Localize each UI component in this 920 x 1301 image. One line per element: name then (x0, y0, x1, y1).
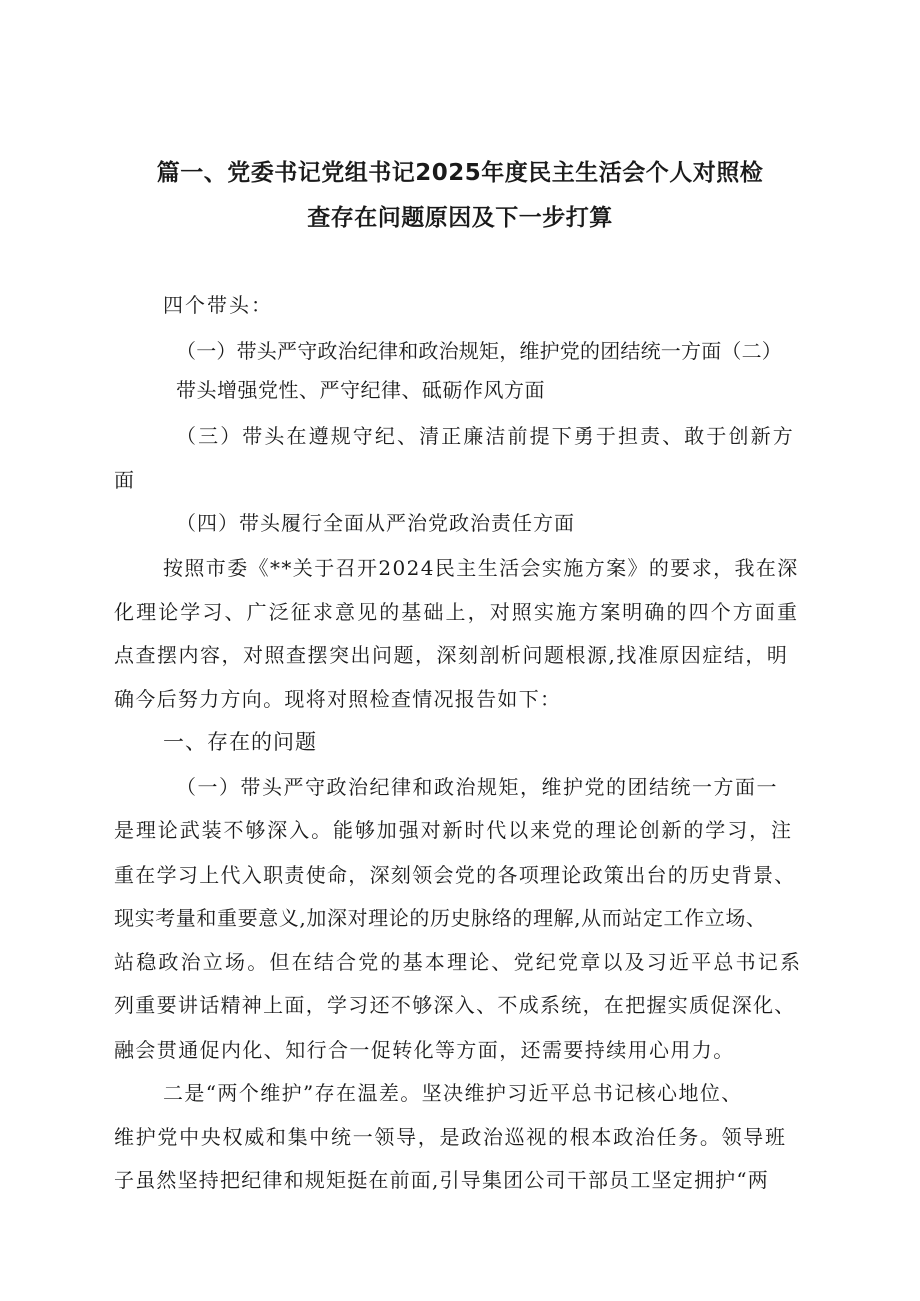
section-1-line-4: 现实考量和重要意义,加深对理论的历史脉络的理解,从而站定工作立场、 (114, 906, 767, 930)
section-1-line-7: 融会贯通促内化、知行合一促转化等方面，还需要持续用心用力。 (114, 1038, 735, 1062)
section-1-line-2: 是理论武装不够深入。能够加强对新时代以来党的理论创新的学习，注 (114, 818, 793, 842)
point-3-text-cont: 面 (114, 468, 134, 492)
document-title-line-2: 查存在问题原因及下一步打算 (307, 205, 613, 231)
section-1-line-3: 重在学习上代入职责使命，深刻领会党的各项理论政策出台的历史背景、 (114, 863, 796, 887)
section-1-line-8: 二是“两个维护”存在温差。坚决维护习近平总书记核心地位、 (163, 1081, 743, 1105)
section-heading-1: 一、存在的问题 (163, 730, 317, 754)
paragraph-1-line-3: 点查摆内容，对照查摆突出问题，深刻剖析问题根源,找准原因症结，明 (114, 643, 789, 667)
section-1-line-10: 子虽然坚持把纪律和规矩挺在前面,引导集团公司干部员工坚定拥护“两 (114, 1168, 769, 1192)
section-1-line-9: 维护党中央权威和集中统一领导，是政治巡视的根本政治任务。领导班 (114, 1125, 787, 1149)
point-4-text: （四）带头履行全面从严治党政治责任方面 (176, 511, 575, 535)
section-1-line-6: 列重要讲话精神上面，学习还不够深入、不成系统，在把握实质促深化、 (114, 993, 796, 1017)
point-3-text: （三）带头在遵规守纪、清正廉洁前提下勇于担责、敢于创新方 (176, 424, 795, 448)
document-title-line-1: 篇一、党委书记党组书记2025年度民主生活会个人对照检 (156, 160, 764, 186)
paragraph-1-line-1: 按照市委《**关于召开2024民主生活会实施方案》的要求，我在深 (163, 556, 799, 580)
intro-label: 四个带头： (163, 293, 273, 317)
paragraph-1-line-4: 确今后努力方向。现将对照检查情况报告如下： (114, 687, 562, 711)
point-2-text: 带头增强党性、严守纪律、砥砺作风方面 (176, 378, 545, 402)
section-1-line-1: （一）带头严守政治纪律和政治规矩，维护党的团结统一方面一 (176, 775, 778, 799)
point-1-text: （一）带头严守政治纪律和政治规矩，维护党的团结统一方面（二） (176, 339, 782, 363)
section-1-line-5: 站稳政治立场。但在结合党的基本理论、党纪党章以及习近平总书记系 (114, 950, 803, 974)
paragraph-1-line-2: 化理论学习、广泛征求意见的基础上，对照实施方案明确的四个方面重 (114, 600, 800, 624)
